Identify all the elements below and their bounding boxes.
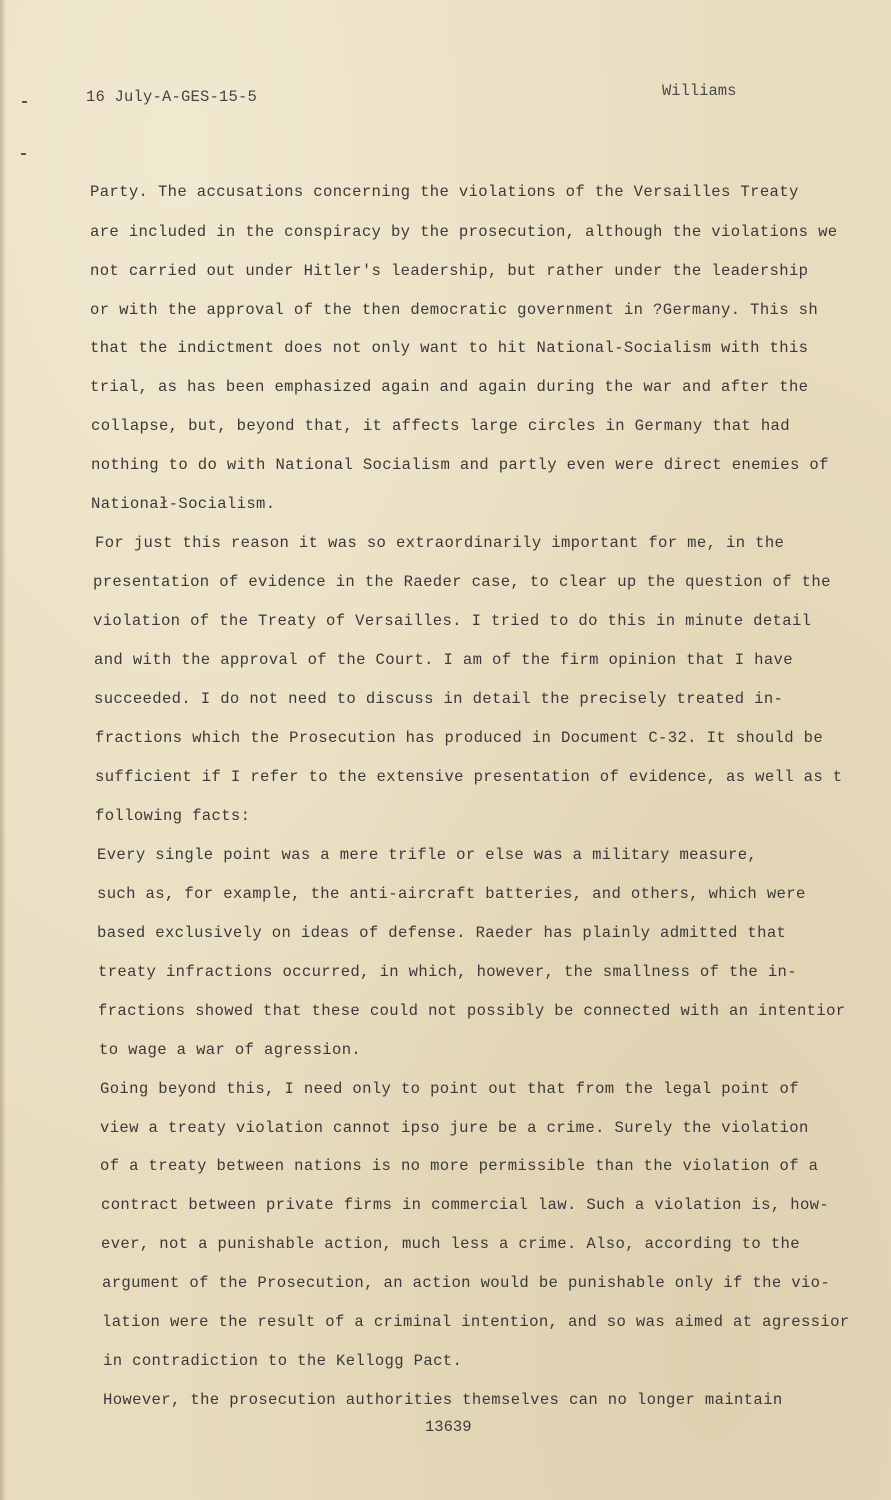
text-line: such as, for example, the anti-aircraft batteries, and others, which were [97,885,806,903]
text-line: collapse, but, beyond that, it affects large circles in Germany that had [91,417,790,435]
text-line: following facts: [95,807,251,825]
text-line: presentation of evidence in the Raeder case, to clear up the question of the [93,573,831,591]
text-line: based exclusively on ideas of defense. Raeder has plainly admitted that [97,924,787,942]
text-line: or with the approval of the then democratic government in ?Germany. This sh [90,301,819,319]
text-line: Nationał-Socialism. [91,495,276,513]
text-line: Every single point was a mere trifle or else was a military measure, [97,846,758,864]
text-line: trial, as has been emphasized again and again during the war and after the [90,378,809,396]
page-number: 13639 [425,1418,472,1436]
text-line: Party. The accusations concerning the violations of the Versailles Treaty [90,183,799,201]
text-line: lation were the result of a criminal intention, and so was aimed at agressior [102,1313,850,1331]
text-line: succeeded. I do not need to discuss in detail the precisely treated in- [94,690,784,708]
text-line: are included in the conspiracy by the prosecution, although the violations we [90,223,838,241]
text-line: fractions which the Prosecution has produced in Document C-32. It should be [95,729,824,747]
text-line: view a treaty violation cannot ipso jure be a crime. Surely the violation [100,1119,809,1137]
text-line: of a treaty between nations is no more permissible than the violation of a [100,1157,819,1175]
text-line: However, the prosecution authorities themselves can no longer maintain [103,1391,783,1409]
page-edge-shadow [0,0,6,1500]
text-line: argument of the Prosecution, an action would be punishable only if the vio- [102,1274,831,1292]
text-line: ever, not a punishable action, much less a crime. Also, according to the [101,1235,800,1253]
text-line: contract between private firms in commercial law. Such a violation is, how- [101,1196,830,1214]
text-line: Going beyond this, I need only to point out that from the legal point of [100,1080,799,1098]
text-line: not carried out under Hitler's leadership, but rather under the leadership [90,262,809,280]
text-line: nothing to do with National Socialism and partly even were direct enemies of [91,456,829,474]
margin-tick-mark [21,153,26,155]
text-line: and with the approval of the Court. I am of the firm opinion that I have [94,651,793,669]
text-line: treaty infractions occurred, in which, however, the smallness of the in- [98,963,797,981]
text-line: fractions showed that these could not possibly be connected with an intentior [98,1002,846,1020]
text-line: that the indictment does not only want to hit National-Socialism with this [90,339,809,357]
text-line: in contradiction to the Kellogg Pact. [103,1352,463,1370]
text-line: violation of the Treaty of Versailles. I tried to do this in minute detail [93,612,812,630]
translator-name: Williams [662,82,737,100]
margin-tick-mark [22,101,27,103]
text-line: For just this reason it was so extraordinarily important for me, in the [95,534,785,552]
document-reference: 16 July-A-GES-15-5 [86,88,258,106]
text-line: sufficient if I refer to the extensive presentation of evidence, as well as t [95,768,843,786]
text-line: to wage a war of agression. [99,1041,362,1059]
